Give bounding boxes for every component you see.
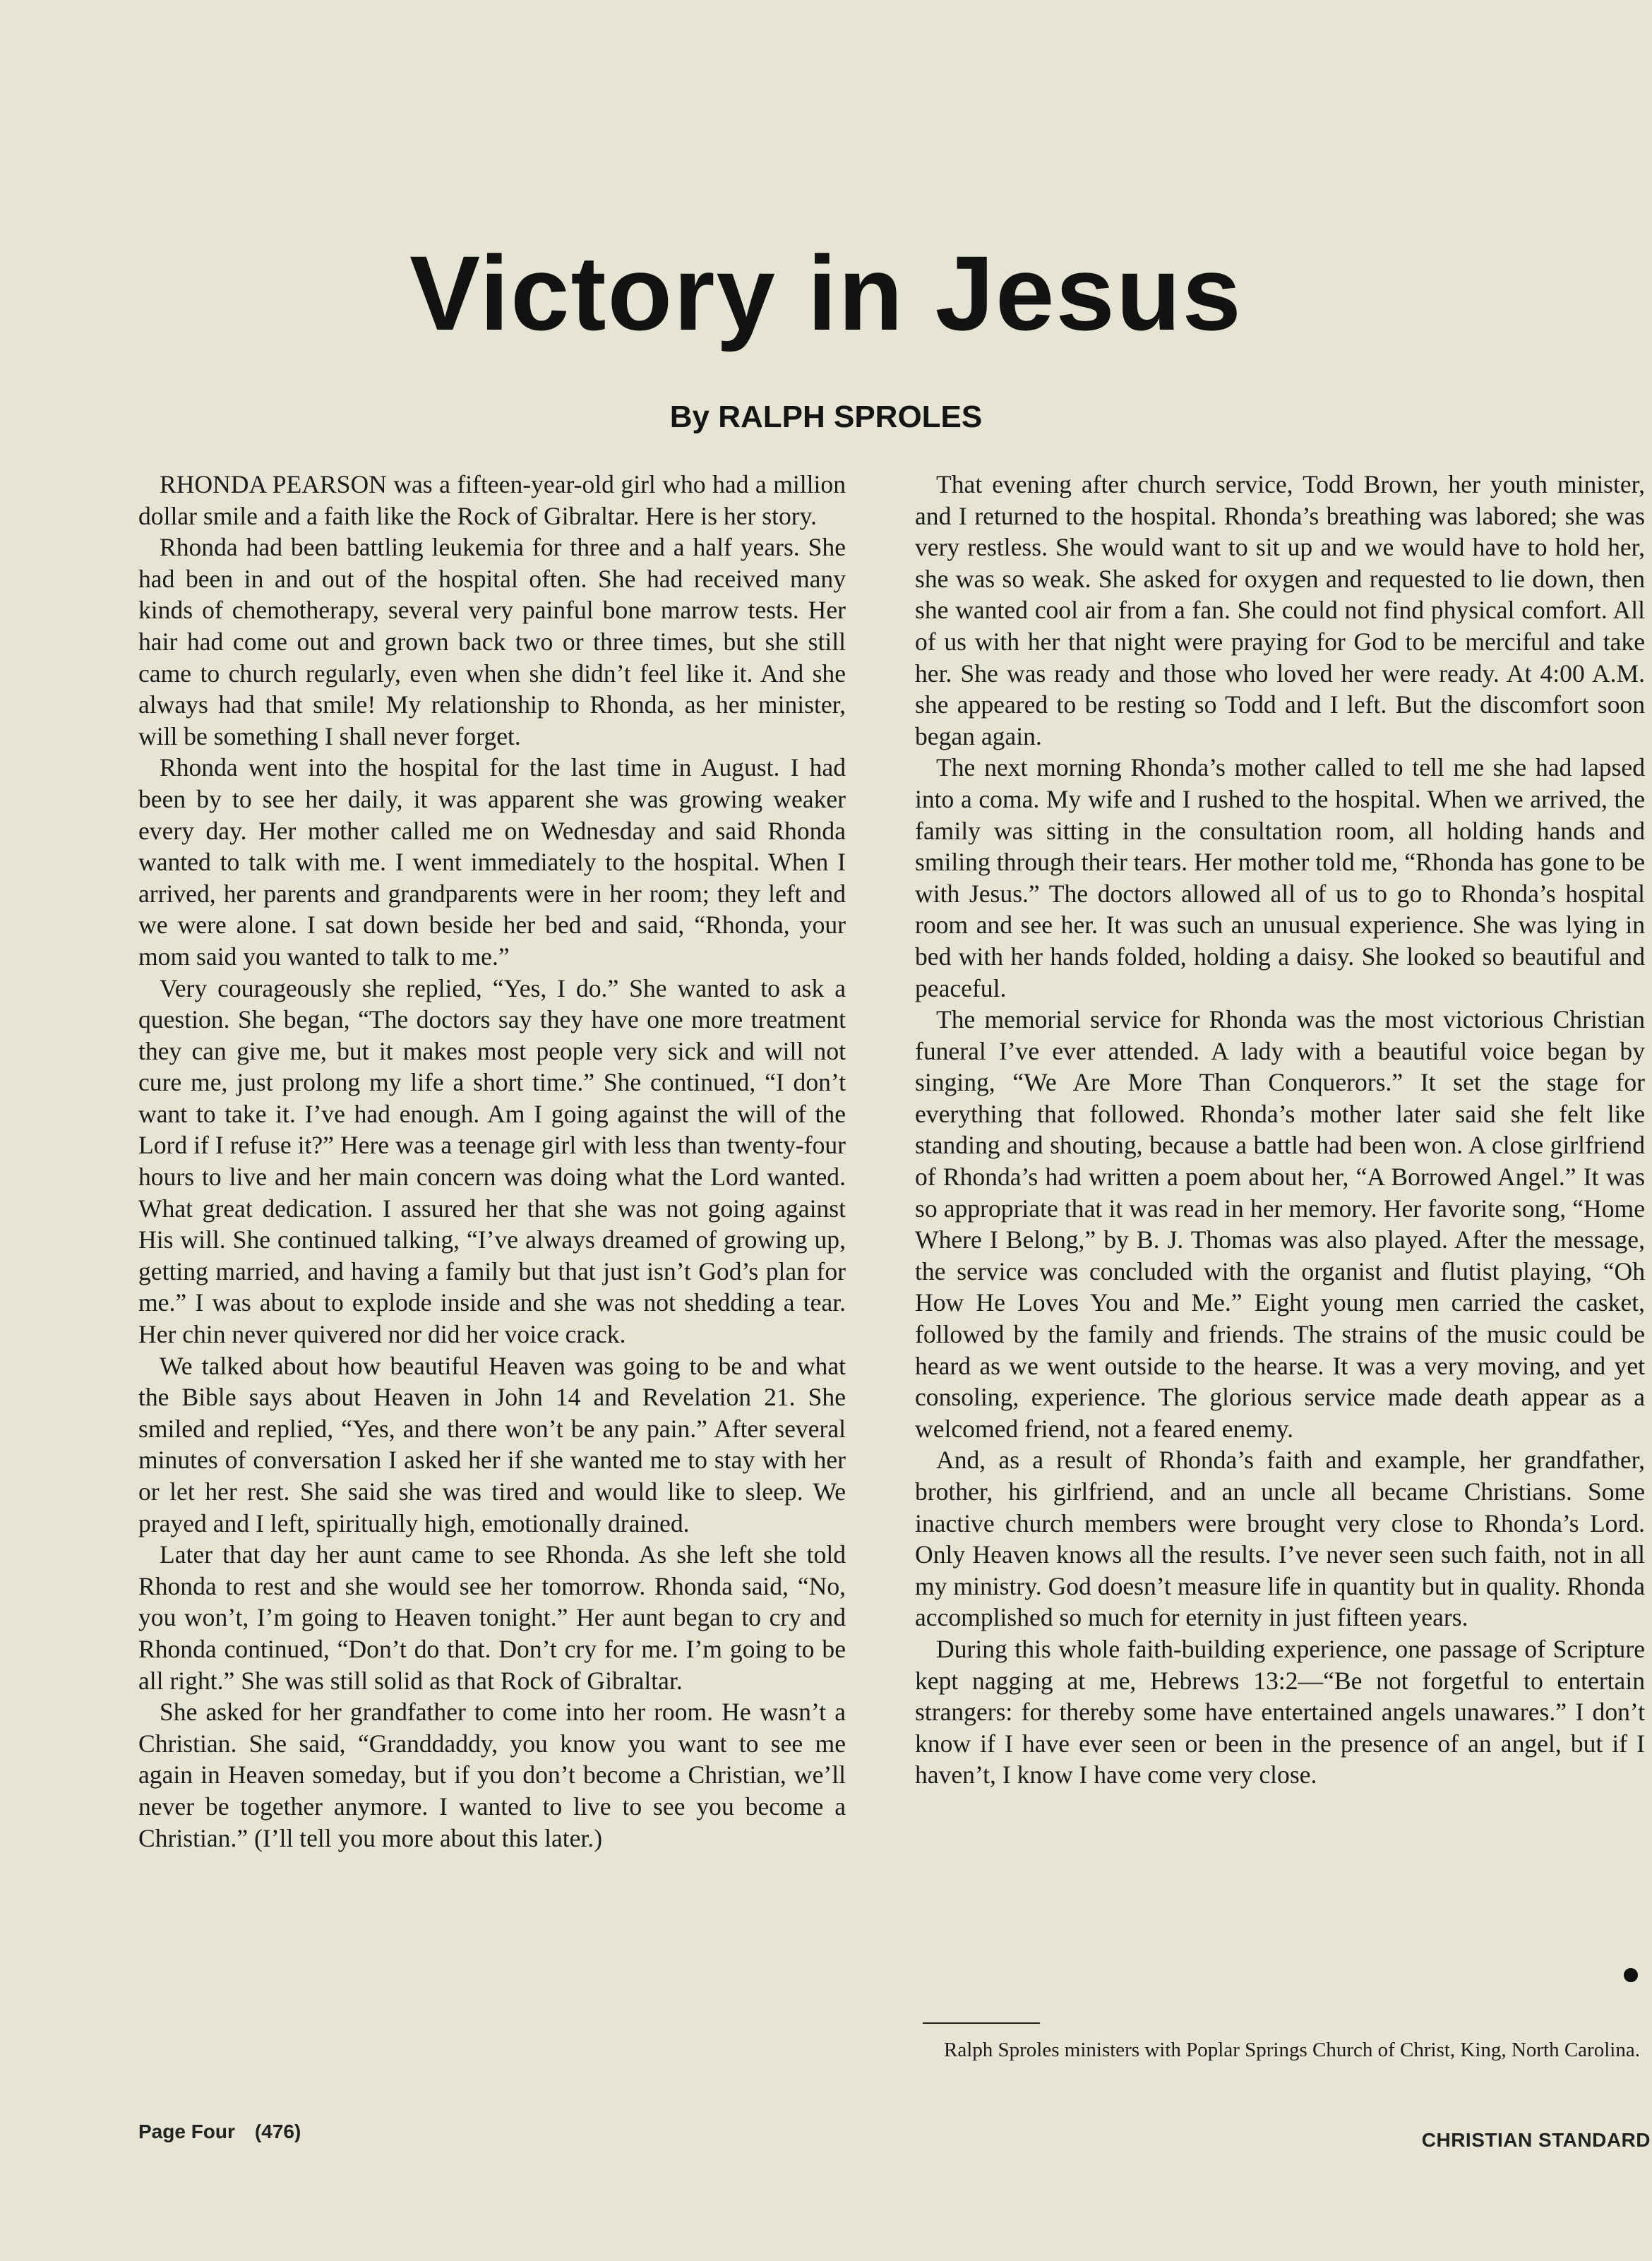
paragraph: Very courageously she replied, “Yes, I do.” She wanted to ask a question. She began, “The doctors say they have one more treatment they can give me, but it makes most people very sick and will not cure me, just prolong my life a short time.” She continued, “I don’t want to take it. I’ve had enough. Am I going against the will of the Lord if I refuse it?” Here was a teenage girl with less than twenty-four hours to live and her main concern was doing what the Lord wanted. What great dedication. I assured her that she was not going against His will. She continued talking, “I’ve always dreamed of growing up, getting married, and having a family but that just isn’t God’s plan for me.” I was about to explode inside and she was not shedding a tear. Her chin never quivered nor did her voice crack. bbox=[138, 973, 846, 1349]
magazine-name: CHRISTIAN STANDARD bbox=[1421, 2129, 1651, 2151]
paragraph: She asked for her grandfather to come into her room. He wasn’t a Christian. She said, “Granddaddy, you know you want to see me again in Heaven someday, but if you don’t become a Christian, we’ll never be together anymore. I wanted to live to see you become a Christian.” (I’ll tell you more about this later.) bbox=[138, 1698, 846, 1852]
paragraph: Later that day her aunt came to see Rhonda. As she left she told Rhonda to rest and she would see her tomorrow. Rhonda said, “No, you won’t, I’m going to Heaven tonight.” Her aunt began to cry and Rhonda continued, “Don’t do that. Don’t cry for me. I’m going to be all right.” She was still solid as that Rock of Gibraltar. bbox=[138, 1540, 846, 1695]
footnote-rule bbox=[923, 2022, 1040, 2024]
left-column bbox=[138, 469, 846, 1854]
paragraph: And, as a result of Rhonda’s faith and example, her grandfather, brother, his girlfriend, and an uncle all became Christians. Some inactive church members were brought very close to Rhonda’s Lord. Only Heaven knows all the results. I’ve never seen such faith, not in all my ministry. God doesn’t measure life in quantity but in quality. Rhonda accomplished so much for eternity in just fifteen years. bbox=[915, 1446, 1645, 1632]
paragraph: Rhonda had been battling leukemia for three and a half years. She had been in and out of the hospital often. She had received many kinds of chemotherapy, several very painful bone marrow tests. Her hair had come out and grown back two or three times, but she still came to church regularly, even when she didn’t feel like it. And she always had that smile! My relationship to Rhonda, as her minister, will be something I shall never forget. bbox=[138, 533, 846, 750]
article-byline: By RALPH SPROLES bbox=[669, 400, 983, 434]
paragraph: RHONDA PEARSON was a fifteen-year-old girl who had a million dollar smile and a faith like the Rock of Gibraltar. Here is her story. bbox=[138, 470, 846, 530]
paragraph: The memorial service for Rhonda was the most victorious Christian funeral I’ve ever attended. A lady with a beautiful voice began by singing, “We Are More Than Conquerors.” It set the stage for everything that followed. Rhonda’s mother later said she felt like standing and shouting, because a battle had been won. A close girlfriend of Rhonda’s had written a poem about her, “A Borrowed Angel.” It was so appropriate that it was read in her memory. Her favorite song, “Home Where I Belong,” by B. J. Thomas was also played. After the message, the service was concluded with the organist and flutist playing, “Oh How He Loves You and Me.” Eight young men carried the casket, followed by the family and friends. The strains of the music could be heard as we went outside to the hearse. It was a very moving, and yet consoling, experience. The glorious service made death appear as a welcomed friend, not a feared enemy. bbox=[915, 1005, 1645, 1443]
page-footer-left bbox=[138, 2121, 301, 2143]
article-title: Victory in Jesus bbox=[409, 234, 1243, 352]
right-column bbox=[915, 469, 1645, 1791]
page-label: Page Four bbox=[138, 2121, 235, 2142]
paragraph: That evening after church service, Todd Brown, her youth minister, and I returned to the hospital. Rhonda’s breathing was labored; she was very restless. She would want to sit up and we would have to hold her, she was so weak. She asked for oxygen and requested to lie down, then she wanted cool air from a fan. She could not find physical comfort. All of us with her that night were praying for God to be merciful and take her. She was ready and those who loved her were ready. At 4:00 A.M. she appeared to be resting so Todd and I left. But the discomfort soon began again. bbox=[915, 470, 1645, 750]
paragraph: The next morning Rhonda’s mother called to tell me she had lapsed into a coma. My wife and I rushed to the hospital. When we arrived, the family was sitting in the consultation room, all holding hands and smiling through their tears. Her mother told me, “Rhonda has gone to be with Jesus.” The doctors allowed all of us to go to Rhonda’s hospital room and see her. It was such an unusual experience. She was lying in bed with her hands folded, holding a daisy. She looked so beautiful and peaceful. bbox=[915, 753, 1645, 1002]
author-bio: Ralph Sproles ministers with Poplar Springs Church of Christ, King, North Carolina. bbox=[944, 2039, 1640, 2061]
page-number: (476) bbox=[254, 2121, 301, 2142]
paragraph: During this whole faith-building experience, one passage of Scripture kept nagging at me, Hebrews 13:2—“Be not forgetful to entertain strangers: for thereby some have entertained angels unawares.” I don’t know if I have ever seen or been in the presence of an angel, but if I haven’t, I know I have come very close. bbox=[915, 1634, 1645, 1789]
paragraph: We talked about how beautiful Heaven was going to be and what the Bible says about Heaven in John 14 and Revelation 21. She smiled and replied, “Yes, and there won’t be any pain.” After several minutes of conversation I asked her if she wanted me to stay with her or let her rest. She said she was tired and would like to sleep. We prayed and I left, spiritually high, emotionally drained. bbox=[138, 1351, 846, 1537]
paragraph: Rhonda went into the hospital for the last time in August. I had been by to see her daily, it was apparent she was growing weaker every day. Her mother called me on Wednesday and said Rhonda wanted to talk with me. I went immediately to the hospital. When I arrived, her parents and grandparents were in her room; they left and we were alone. I sat down beside her bed and said, “Rhonda, your mom said you wanted to talk to me.” bbox=[138, 753, 846, 971]
end-of-article-bullet bbox=[1624, 1968, 1638, 1982]
